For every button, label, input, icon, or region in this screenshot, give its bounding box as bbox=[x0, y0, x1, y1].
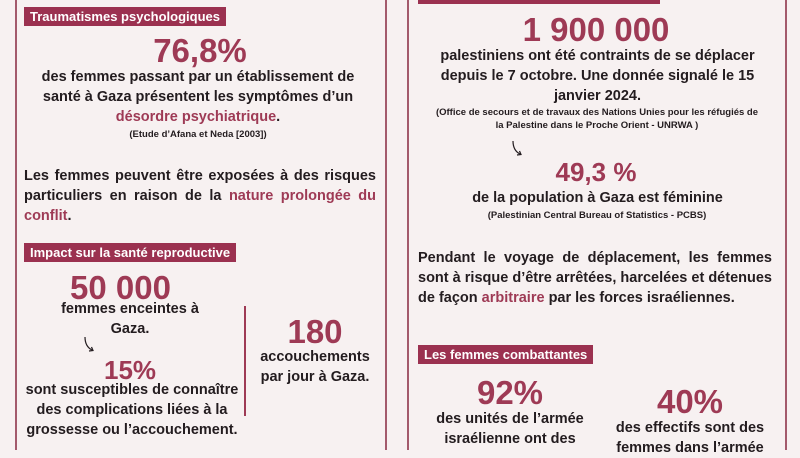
journey-text: Pendant le voyage de déplacement, les femmes sont à risque d’être arrêtées, harcelées et détenues de façon bbox=[418, 250, 772, 306]
curved-arrow-icon bbox=[510, 140, 524, 158]
complication-stat: 15% bbox=[104, 355, 157, 385]
displacement-source: (Office de secours et de travaux des Nations Unies pour les réfugiés de la Palestine dans le Proche Orient - UNRWA ) bbox=[435, 107, 759, 131]
repro-divider bbox=[244, 306, 246, 416]
births-description: accouchements par jour à Gaza. bbox=[260, 349, 370, 385]
units-stat: 92% bbox=[476, 374, 544, 411]
displacement-stat: 1 900 000 bbox=[522, 11, 670, 48]
staff-stat: 40% bbox=[656, 383, 724, 420]
psych-description-end: . bbox=[276, 109, 281, 125]
right-panel-border bbox=[785, 0, 787, 450]
births-stat: 180 bbox=[287, 313, 343, 350]
pregnant-description: femmes enceintes à Gaza. bbox=[61, 301, 199, 337]
journey-end: par les forces israéliennes. bbox=[548, 290, 735, 306]
risk-text: Les femmes peuvent être exposées à des risques particuliers en raison de la bbox=[24, 168, 376, 204]
psych-section-label: Traumatismes psychologiques bbox=[24, 7, 226, 26]
repro-section-label: Impact sur la santé reproductive bbox=[24, 243, 236, 262]
right-top-header-bar bbox=[418, 0, 660, 4]
psych-description-highlight: désordre psychiatrique bbox=[115, 109, 277, 125]
risk-end: . bbox=[67, 208, 72, 224]
center-right-border bbox=[407, 0, 409, 450]
pregnant-stat: 50 000 bbox=[70, 269, 171, 306]
journey-paragraph bbox=[418, 248, 772, 308]
journey-highlight: arbitraire bbox=[481, 290, 545, 306]
complication-description: sont susceptibles de connaître des complications liées à la grossesse ou l’accouchement. bbox=[25, 382, 239, 438]
risk-paragraph bbox=[24, 166, 376, 226]
psych-description-text: des femmes passant par un établissement de santé à Gaza présentent les symptômes d’un bbox=[41, 69, 355, 105]
curved-arrow-icon bbox=[82, 336, 96, 354]
psych-description bbox=[28, 67, 368, 127]
displacement-description: palestiniens ont été contraints de se déplacer depuis le 7 octobre. Une donnée signalé le 15 janvier 2024. bbox=[440, 48, 755, 104]
female-description: de la population à Gaza est féminine bbox=[472, 190, 723, 206]
staff-description: des effectifs sont des femmes dans l’armée bbox=[615, 420, 765, 456]
female-stat: 49,3 % bbox=[555, 157, 637, 187]
female-source: (Palestinian Central Bureau of Statistics - PCBS) bbox=[487, 210, 707, 221]
psych-source: (Etude d’Afana et Neda [2003]) bbox=[129, 129, 267, 140]
risk-highlight: nature prolongée du conflit bbox=[24, 188, 376, 224]
units-description: des unités de l’armée israélienne ont des bbox=[436, 411, 584, 447]
fighters-section-label: Les femmes combattantes bbox=[418, 345, 593, 364]
psych-stat: 76,8% bbox=[153, 32, 247, 69]
